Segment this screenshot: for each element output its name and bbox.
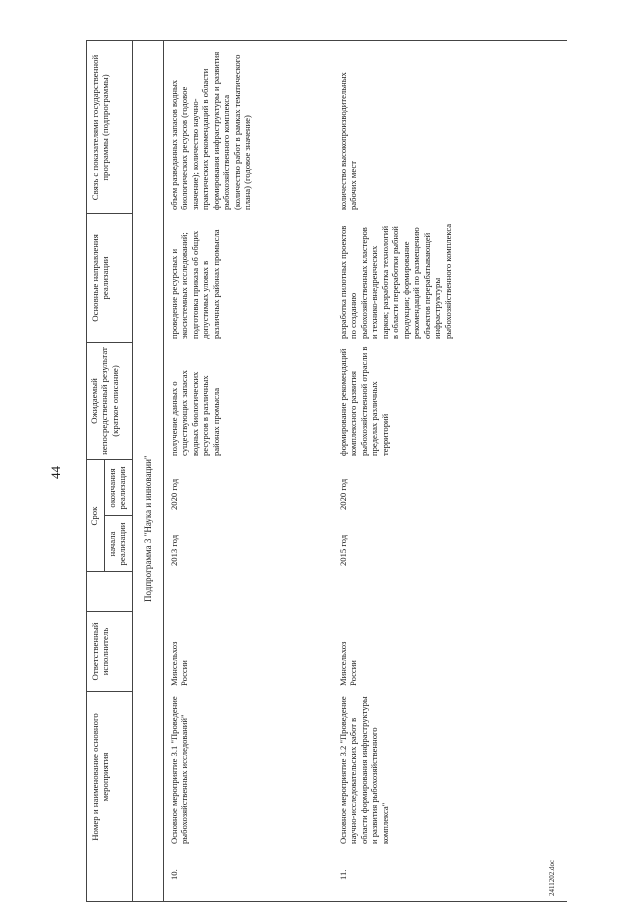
column-border <box>104 515 132 516</box>
column-border <box>86 901 567 902</box>
row-start: 2013 год <box>169 534 179 566</box>
row-directions: разработка пилотных проектов по созданию рыбохозяйственных кластеров и технико-внедренческих парков; разработка технологий в области переработки рыбной продукции; формирование рекомендаций по размещению объектов перерабатывающей инфраструктуры рыбохозяйственного комплекса <box>338 223 453 339</box>
row-end: 2020 год <box>338 478 348 510</box>
header-bottom-border <box>132 41 133 902</box>
row-executor: Минсельхоз России <box>169 641 190 686</box>
row-num: 11. <box>338 869 348 880</box>
column-border <box>86 611 132 612</box>
rotated-table <box>48 41 567 902</box>
row-executor: Минсельхоз России <box>338 641 359 686</box>
subprogram-bottom-border <box>163 41 164 902</box>
column-border <box>86 342 132 343</box>
header-num-name: Номер и наименование основного мероприятия <box>90 713 111 841</box>
row-name: Основное мероприятие 3.1 "Проведение рыбохозяйственных исследований" <box>169 696 190 844</box>
row-num: 10. <box>169 869 179 880</box>
page-number: 44 <box>48 466 63 479</box>
header-result: Ожидаемый непосредственный результат (краткое описание) <box>89 347 120 455</box>
header-executor: Ответственный исполнитель <box>90 622 111 681</box>
column-border <box>86 691 132 692</box>
row-directions: проведение ресурсных и экосистемных исследований; подготовка приказа об общих допустимых уловах в различных районах промысла <box>169 229 221 339</box>
row-end: 2020 год <box>169 478 179 510</box>
row-name: Основное мероприятие 3.2 "Проведение научно-исследовательских работ в области формирования инфраструктуры и развития рыбохозяйственного комплекса" <box>338 696 390 844</box>
column-border <box>86 213 132 214</box>
row-result: формирование рекомендаций комплексного развития рыбохозяйственной отрасли в пределах различных территорий <box>338 346 390 456</box>
subprogram-title: Подпрограмма 3 "Наука и инновации" <box>143 455 153 602</box>
header-term-end: окончания реализации <box>107 466 128 510</box>
table-top-border <box>86 41 87 902</box>
row-indicators: количество высокопроизводительных рабочих мест <box>338 72 359 210</box>
row-indicators: объем разведанных запасов водных биологических ресурсов (годовое значение); количество научно-практических рекомендаций в области формирования инфраструктуры и развития рыбохозяйственного комплекса (количество работ в рамках тематического плана) (годовое значение) <box>169 51 253 210</box>
column-border <box>86 40 567 41</box>
term-sub-border <box>104 460 105 572</box>
header-indicators: Связь с показателями государственной программы (подпрограммы) <box>90 54 111 201</box>
header-term: Срок <box>89 506 99 526</box>
header-term-start: начала реализации <box>107 522 128 566</box>
header-directions: Основные направления реализации <box>90 234 111 322</box>
row-result: получение данных о существующих запасах водных биологических ресурсов в различных районах промысла <box>169 370 221 456</box>
row-start: 2015 год <box>338 534 348 566</box>
file-name: 2411202.doc <box>548 859 556 896</box>
